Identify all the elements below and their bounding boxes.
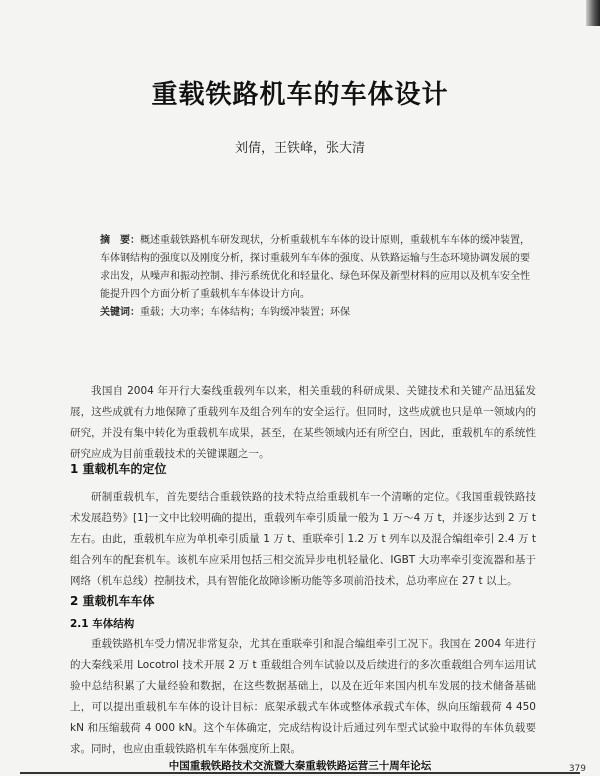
footer-rule [20, 772, 580, 774]
footer-conference-title: 中国重载铁路技术交流暨大秦重载铁路运营三十周年论坛 [168, 760, 432, 772]
page-number: 379 [568, 764, 586, 774]
abstract-block [100, 232, 532, 322]
author-list: 刘倩，王铁峰，张大清 [234, 141, 365, 156]
paper-title: 重载铁路机车的车体设计 [151, 80, 449, 110]
section-1-heading: 1 重载机车的定位 [70, 462, 167, 476]
section-2-1-block [70, 634, 536, 760]
keywords [100, 304, 532, 322]
section-2-heading: 2 重载机车车体 [70, 594, 155, 608]
abstract [100, 232, 532, 304]
abstract-label: 摘 要： [100, 235, 140, 246]
intro-paragraph-block [70, 381, 536, 465]
section-1-block [70, 487, 536, 592]
section-2-1-heading: 2.1 车体结构 [70, 618, 135, 630]
section-2-1-paragraph: 重载铁路机车受力情况非常复杂，尤其在重联牵引和混合编组牵引工况下。我国在 2004 年进行的大秦线采用 Locotrol 技术开展 2 万 t 重载组合列车试验以及后续进行的多次重载组合列车运用试验中总结积累了大量经验和数据，在这些数据基础上，以及在近年来国内机车发展的技术储备基础上，可以提出重载机车车体的设计目标：底架承载式车体或整体承载式车体，纵向压缩载荷 4 450 kN 和压缩载荷 4 000 kN。这个车体确定，完成结构设计后通过列车型式试验中取得的车体负载要求。同时，也应由重载铁路机车车体强度所上限。 [70, 638, 536, 755]
keywords-label: 关键词： [100, 307, 140, 318]
section-1-paragraph: 研制重载机车，首先要结合重载铁路的技术特点给重载机车一个清晰的定位。《我国重载铁路技术发展趋势》[1]一文中比较明确的提出，重载列车牵引质量一般为 1 万～4 万 t，并逐步达到 2 万 t 左右。由此，重载机车应为单机牵引质量 1 万 t、重联牵引 1.2 万 t 列车以及混合编组牵引 2.4 万 t 组合列车的配套机车。该机车应采用包括三相交流异步电机轻量化、IGBT 大功率牵引变流器和基于网络（机车总线）控制技术，具有智能化故障诊断功能等多项前沿技术，总功率应在 27 t 以上。 [70, 491, 536, 587]
abstract-text: 概述重载铁路机车研发现状，分析重载机车车体的设计原则，重载机车车体的缓冲装置，车体钢结构的强度以及刚度分析，探讨重载列车车体的强度、从铁路运输与生态环境协调发展的要求出发，从噪声和振动控制、排污系统优化和轻量化、绿色环保及新型材料的应用以及机车安全性能提升四个方面分析了重载机车车体设计方向。 [100, 235, 530, 300]
keywords-text: 重载；大功率；车体结构；车钩缓冲装置；环保 [140, 307, 350, 318]
intro-paragraph: 我国自 2004 年开行大秦线重载列车以来，相关重载的科研成果、关键技术和关键产品迅猛发展，这些成就有力地保障了重载列车及组合列车的安全运行。但同时，这些成就也只是单一领域内的研究，并没有集中转化为重载机车成果，甚至，在某些领域内还有所空白，因此，重载机车的系统性研究应成为目前重载技术的关键课题之一。 [70, 385, 536, 460]
